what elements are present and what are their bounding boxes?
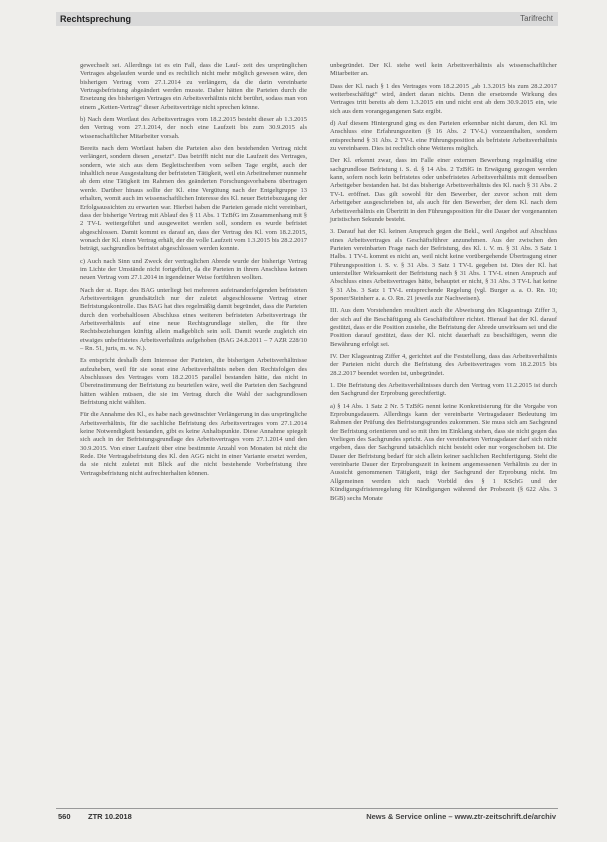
left-column	[80, 62, 307, 482]
page-footer	[58, 811, 556, 823]
paragraph: Für die Annahme des Kl., es habe nach gewünschter Verlängerung in das ursprüngliche Arbeitsverhältnis, für die sachliche Befristung des Arbeitsvertrages vom 27.1.2014 keine Notwendigkeit bestanden, gibt es keine Anhaltspunkte. Diese Annahme spiegelt sich auch in der Befristungsgrundlage des Arbeitsvertrages vom 27.1.2014 und den 30.9.2015. Von einer Laufzeit über eine bestimmte Anzahl von Monaten ist nicht die Rede. Die Vertragsbefristung des Kl. den AGG nicht in einer Variante ersetzt werden, da sie nicht zuletzt mit Blick auf die nicht bestehende Vorbefristung ihre Vertragsbefristung nicht aufrechterhalten können.	[80, 411, 307, 477]
paragraph: Bereits nach dem Wortlaut haben die Parteien also den bestehenden Vertrag nicht verlängert, sondern diesen „ersetzt“. Das betrifft nicht nur die Laufzeit des Vertrages, sondern, wie sich aus dem Begleitschreiben vom selben Tage ergibt, auch der inhaltlich neue Ausgestaltung der befristeten Tätigkeit, weil ein Arbeitnehmer nunmehr ab dem eine Tätigkeit im Rahmen des geänderten Forschungsvorhabens übertragen werde. Darüber hinaus sollte der Kl. eine Vergütung nach der Entgeltgruppe 13 erhalten, womit auch im wissenschaftlichen Interesse des Kl. neuer Betriebszugang der Erfolgsaussichten zu erwarten war. Hierbei haben die Parteien gerade nicht vereinbart, dass der bisherige Vertrag mit Ablauf des § 11 Abs. 1 TzBfG im Zusammenhang mit § 2 TV-L weitergeführt und ausgeweitet werden soll, sondern es wurde befristet abgeschlossen. Damit kommt es darauf an, dass der Vertrag des Kl. vom 18.2.2015, wonach der Kl. einen Vertrag erhält, der die volle Laufzeit vom 1.3.2015 bis 28.2.2017 beträgt, sachgrundlos befristet abgeschlossen werden konnte.	[80, 145, 307, 253]
paragraph: Es entspricht deshalb dem Interesse der Parteien, die bisherigen Arbeitsverhältnisse aufzuheben, weil für sie sonst eine Arbeitsverhältnis neben den Rechtsfolgen des Abschlusses des Vertrages vom 18.2.2015 parallel bestanden hätte, das nicht in Übereinstimmung der Befristung zu beurteilen wäre, weil die Parteien den Sachgrund hätten wählen müssen, die sie im Vertrag durch die Wahl der sachgrundlosen Befristung nicht wählten.	[80, 357, 307, 407]
paragraph: Dass der Kl. nach § 1 des Vertrages vom 18.2.2015 „ab 1.3.2015 bis zum 28.2.2017 weiterbeschäftigt“ wird, ändert daran nichts. Denn die ersetzende Wirkung des Vertrages tritt bereits ab dem 1.3.2015 ein und nicht erst ab dem 30.9.2015 ein, wie sich aus dem vorangegangenen Satz ergibt.	[330, 82, 557, 115]
footer-divider	[56, 808, 558, 809]
journal-issue: ZTR 10.2018	[88, 812, 132, 821]
header-bar	[56, 12, 558, 26]
paragraph: c) Auch nach Sinn und Zweck der vertraglichen Abrede wurde der bisherige Vertrag im Lichte der Umstände nicht fortgeführt, da die Parteien in ihrem Anschluss keinen neuen Vertrag vom 27.1.2014 in irgendeiner Weise fortführen wollten.	[80, 257, 307, 282]
paragraph: b) Nach dem Wortlaut des Arbeitsvertrages vom 18.2.2015 besteht dieser ab 1.3.2015 den Vertrag vom 27.1.2014, der noch eine Laufzeit bis zum 30.9.2015 als wissenschaftlicher Mitarbeiter vorsah.	[80, 116, 307, 140]
page-number: 560	[58, 812, 71, 821]
right-column	[330, 62, 557, 507]
paragraph: Nach der st. Rspr. des BAG unterliegt bei mehreren aufeinanderfolgenden befristeten Arbeitsverträgen grundsätzlich nur der zuletzt abgeschlossene Vertrag einer Befristungskontrolle. Das BAG hat dies regelmäßig damit begründet, dass die Parteien durch den vorbehaltlosen Abschluss eines weiteren befristeten Arbeitsvertrags ihr Arbeitsverhältnis auf eine neue Rechtsgrundlage stellen, die für ihre Rechtsbeziehungen künftig allein maßgeblich sein soll. Damit wurde zugleich ein etwaiges unbefristetes Arbeitsverhältnis aufgehoben (BAG 24.8.2011 – 7 AZR 228/10 – Rn. 51, juris, m. w. N.).	[80, 286, 307, 352]
paragraph: Der Kl. erkennt zwar, dass im Falle einer externen Bewerbung regelmäßig eine sachgrundlose Befristung i. S. d. § 14 Abs. 2 TzBfG in Erwägung gezogen werden kann, sofern noch kein befristetes oder unbefristetes Arbeitsverhältnis mit demselben Arbeitgeber bestanden hat. Ist das bisherige Arbeitsverhältnis des Kl. nach § 31 Abs. 2 TV-L eröffnet. Das gilt sowohl für den Bewerber, der zuvor schon mit dem Arbeitgeber ausgeschrieben ist, als auch für den Bewerber, der dem Kl. nach dem Arbeitsverhältnis ein Übertritt in den Führungsposition für die Dauer der vorgenannten juristischen Sekunde besteht.	[330, 157, 557, 223]
section-title: Rechtsprechung	[60, 14, 132, 24]
paragraph: III. Aus dem Vorstehenden resultiert auch die Abweisung des Klageantrags Ziffer 3, der sich auf die Beschäftigung als Geschäftsführer richtet. Hierauf hat der Kl. darauf gestützt, dass er die Position zustehe, die Befristung der Abrede unwirksam sei und die Position darauf gestützt, dass der Kl. nicht dauerhaft zu beschäftigen, wenn die Bewährung erfolgt sei.	[330, 307, 557, 348]
paragraph: 3. Darauf hat der Kl. keinen Anspruch gegen die Bekl., weil Angebot auf Abschluss eines Arbeitsvertrages als Geschäftsführer anzunehmen. Aus der zwischen den Parteien vereinbarten Frage nach der Befristung, des Kl. i. V. m. § 31 Abs. 3 Satz 1 Halbs. 1 TV-L kommt es nicht an, weil nicht keine vorübergehende Übertragung einer Führungsposition i. S. v. § 31 Abs. 3 Satz 1 TV-L gegeben ist. Dies der Kl. hat unterstellter Wirksamkeit der Befristung nach § 31 Abs. 1 TV-L einen Anspruch auf Abschluss eines Arbeitsvertrages hätte, behauptet er nicht, § 31 Abs. 3 TV-L hat keine § 31 Abs. 3 Satz 1 TV-L entsprechende Regelung (vgl. Burger a. a. O. Rn. 10; Sponer/Steinherr a. a. O. Rn. 21 jeweils zur Nachweisen).	[330, 228, 557, 302]
paragraph: d) Auf diesem Hintergrund ging es den Parteien erkennbar nicht darum, den Kl. im Anschluss eine Erfahrungszeiten (§ 16 Abs. 2 TV-L) vorzuenthalten, sondern entsprechend § 31 Abs. 2 TV-L eine Führungsposition als befristete Arbeitsverhältnis zu vereinbaren. Dies ist rechtlich ohne Weiteres möglich.	[330, 120, 557, 153]
paragraph: IV. Der Klageantrag Ziffer 4, gerichtet auf die Feststellung, dass das Arbeitsverhältnis der Parteien nicht durch die Befristung des Arbeitsvertrages vom 18.2.2015 bis 28.2.2017 beendet worden ist, unbegründet.	[330, 353, 557, 377]
paragraph: unbegründet. Der Kl. stehe weil kein Arbeitsverhältnis als wissenschaftlicher Mitarbeiter an.	[330, 62, 557, 78]
paragraph: a) § 14 Abs. 1 Satz 2 Nr. 5 TzBfG nennt keine Konkretisierung für die Vorgabe von Erprobungsdauern. Allerdings kann der vereinbarte Vertragsdauer Bedeutung im Rahmen der Prüfung des Befristungsgrundes zukommen. Sie muss sich am Sachgrund der Befristung orientieren und so mit ihm im Einklang stehen, dass sie nicht gegen das Vorliegen des Sachgrundes spricht. Aus der vereinbarten Vertragsdauer darf sich nicht ergeben, dass der Sachgrund tatsächlich nicht besteht oder nur vorgeschoben ist. Die Dauer der Befristung bedarf für sich allein keiner sachlichen Rechtfertigung. Steht die vereinbarte Dauer der Erprobungszeit in keinem angemessenen Verhältnis zu der in Aussicht genommenen Tätigkeit, trägt der Sachgrund der Erprobung nicht. Im Allgemeinen werden sich nach Vorbild des § 1 KSchG und der Kündigungsfristenregelung für Kündigungen während der Probezeit (§ 622 Abs. 3 BGB) sechs Monate	[330, 402, 557, 502]
section-subtitle: Tarifrecht	[520, 14, 553, 23]
paragraph: gewechselt sei. Allerdings ist es ein Fall, dass die Lauf- zeit des ursprünglichen Vertrages abgelaufen wurde und es rechtlich nicht mehr möglich gewesen wäre, den bisherigen Vertrag vom 27.1.2014 zu verlängern, da die darin vereinbarte Vertragsbefristung abgeändert werden musste. Daher hätten die Parteien durch die Ersetzung des bisherigen Vertrages ein Arbeitsverhältnis nicht berührt, sodass man von einem „Ketten-Vertrag“ dieser Arbeitsverträge nicht sprechen könne.	[80, 62, 307, 111]
paragraph: 1. Die Befristung des Arbeitsverhältnisses durch den Vertrag vom 11.2.2015 ist durch den Sachgrund der Erprobung gerechtfertigt.	[330, 382, 557, 398]
archive-link[interactable]: News & Service online – www.ztr-zeitschrift.de/archiv	[366, 812, 556, 821]
